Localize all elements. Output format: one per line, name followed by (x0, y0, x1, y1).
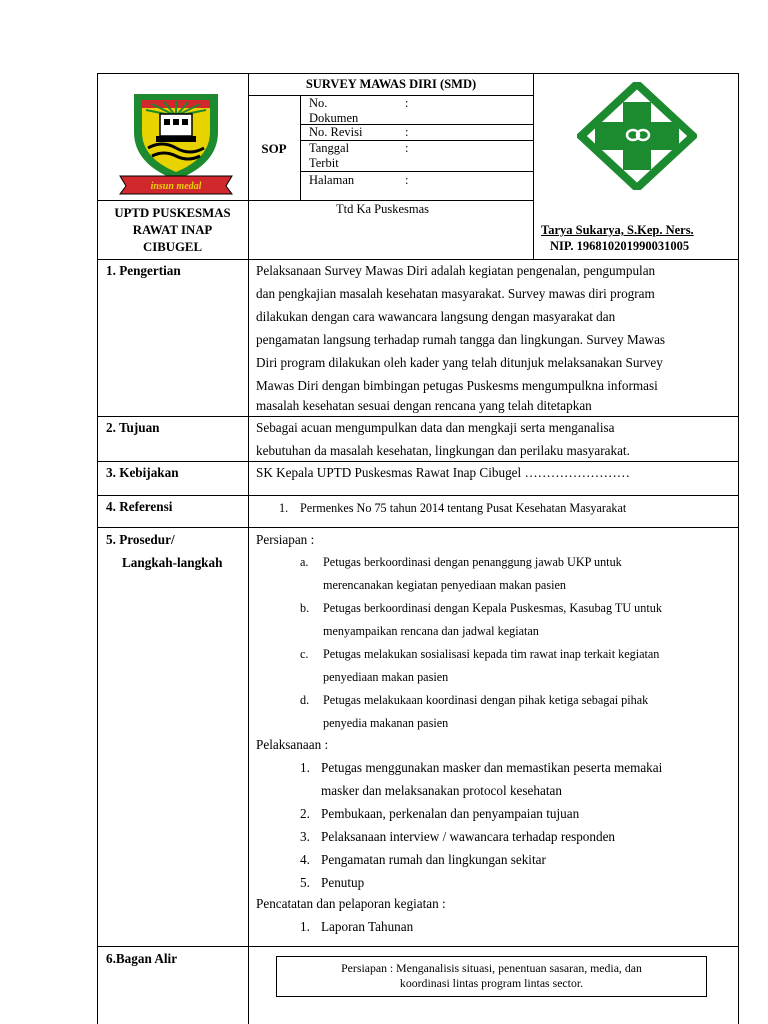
section-label-prosedur: 5. Prosedur/ (106, 532, 175, 547)
puskesmas-logo (577, 82, 697, 190)
flowchart-box-line: koordinasi lintas program lintas sector. (399, 976, 584, 990)
pengertian-line: dan pengkajian masalah kesehatan masyarakat. Survey mawas diri program (256, 286, 655, 301)
meta-colon: : (405, 141, 409, 155)
persiapan-title: Persiapan : (256, 532, 315, 547)
pelaksanaan-mark: 2. (300, 806, 310, 821)
org-name-line2: RAWAT INAP (132, 223, 213, 237)
section-label-kebijakan: 3. Kebijakan (106, 465, 179, 480)
org-name-line1: UPTD PUSKESMAS (114, 206, 231, 220)
regency-logo (112, 86, 240, 198)
kebijakan-text: SK Kepala UPTD Puskesmas Rawat Inap Cibugel …………………… (256, 465, 630, 480)
sop-label: SOP (261, 141, 287, 156)
grid-line (248, 73, 249, 1024)
pengertian-line: pengamatan langsung terhadap rumah tangga dan lingkungan. Survey Mawas (256, 332, 666, 347)
meta-document-number: No. Dokumen (309, 96, 359, 125)
meta-colon: : (405, 96, 409, 110)
flowchart-box-line: Persiapan : Menganalisis situasi, penentuan sasaran, media, dan (341, 961, 642, 975)
pelaksanaan-mark: 1. (300, 760, 310, 775)
pelaksanaan-item-cont: masker dan melaksanakan protocol kesehatan (321, 783, 562, 798)
meta-colon: : (405, 125, 409, 139)
persiapan-item: Petugas berkoordinasi dengan penanggung jawab UKP untuk (323, 555, 622, 569)
flowchart-box-persiapan (276, 956, 707, 997)
document-title: SURVEY MAWAS DIRI (SMD) (305, 77, 477, 91)
grid-line (97, 495, 739, 496)
pengertian-line: Pelaksanaan Survey Mawas Diri adalah kegiatan pengenalan, pengumpulan (256, 263, 656, 278)
pelaksanaan-title: Pelaksanaan : (256, 737, 329, 752)
meta-revision: No. Revisi (309, 125, 363, 139)
pengertian-line: masalah kesehatan sesuai dengan rencana yang telah ditetapkan (256, 398, 592, 413)
persiapan-item-cont: penyediaan makan pasien (323, 670, 449, 684)
pelaksanaan-item: Pengamatan rumah dan lingkungan sekitar (321, 852, 546, 867)
pelaksanaan-item: Penutup (321, 875, 365, 890)
pelaksanaan-mark: 3. (300, 829, 310, 844)
persiapan-item: Petugas berkoordinasi dengan Kepala Puskesmas, Kasubag TU untuk (323, 601, 662, 615)
pelaksanaan-mark: 4. (300, 852, 310, 867)
persiapan-mark: a. (300, 555, 309, 569)
grid-line (97, 527, 739, 528)
persiapan-item-cont: penyedia makanan pasien (323, 716, 449, 730)
grid-line (300, 171, 533, 172)
signer-nip: NIP. 196810201990031005 (550, 239, 690, 253)
logo-motto: insun medal (150, 181, 202, 192)
grid-line (248, 95, 533, 96)
signer-name: Tarya Sukarya, S.Kep. Ners. (541, 223, 694, 237)
meta-page: Halaman (309, 173, 355, 187)
section-label-tujuan: 2. Tujuan (106, 420, 160, 435)
section-label-pengertian: 1. Pengertian (106, 263, 181, 278)
persiapan-item-cont: menyampaikan rencana dan jadwal kegiatan (323, 624, 539, 638)
persiapan-item-cont: merencanakan kegiatan penyediaan makan pasien (323, 578, 566, 592)
pengertian-line: Mawas Diri dengan bimbingan petugas Puskesms mengumpulkna informasi (256, 378, 658, 393)
tujuan-line: kebutuhan da masalah kesehatan, lingkungan dan perilaku masyarakat. (256, 443, 630, 458)
referensi-number: 1. (279, 501, 289, 515)
grid-line (97, 946, 739, 947)
pelaksanaan-item: Pembukaan, perkenalan dan penyampaian tujuan (321, 806, 580, 821)
pencatatan-mark: 1. (300, 919, 310, 934)
pelaksanaan-item: Petugas menggunakan masker dan memastikan peserta memakai (321, 760, 663, 775)
pengertian-line: Diri program dilakukan oleh kader yang telah ditunjuk melaksanakan Survey (256, 355, 663, 370)
grid-line (300, 95, 301, 200)
pencatatan-title: Pencatatan dan pelaporan kegiatan : (256, 896, 446, 911)
persiapan-mark: b. (300, 601, 310, 615)
section-label-bagan-alir: 6.Bagan Alir (106, 951, 178, 966)
org-name-line3: CIBUGEL (142, 240, 203, 254)
section-label-prosedur-sub: Langkah-langkah (122, 555, 223, 570)
tujuan-line: Sebagai acuan mengumpulkan data dan mengkaji serta menganalisa (256, 420, 615, 435)
referensi-text: Permenkes No 75 tahun 2014 tentang Pusat Kesehatan Masyarakat (300, 501, 627, 515)
meta-issue-date: Tanggal Terbit (309, 141, 350, 170)
pencatatan-item: Laporan Tahunan (321, 919, 414, 934)
pelaksanaan-item: Pelaksanaan interview / wawancara terhadap responden (321, 829, 616, 844)
persiapan-mark: d. (300, 693, 310, 707)
sign-label: Ttd Ka Puskesmas (336, 202, 430, 216)
pengertian-line: dilakukan dengan cara wawancara langsung dengan masyarakat dan (256, 309, 616, 324)
section-label-referensi: 4. Referensi (106, 499, 173, 514)
pelaksanaan-mark: 5. (300, 875, 310, 890)
meta-colon: : (405, 173, 409, 187)
persiapan-item: Petugas melakukaan koordinasi dengan pihak ketiga sebagai pihak (323, 693, 649, 707)
grid-line (533, 73, 534, 259)
persiapan-item: Petugas melakukan sosialisasi kepada tim rawat inap terkait kegiatan (323, 647, 660, 661)
persiapan-mark: c. (300, 647, 309, 661)
grid-line (97, 200, 533, 201)
